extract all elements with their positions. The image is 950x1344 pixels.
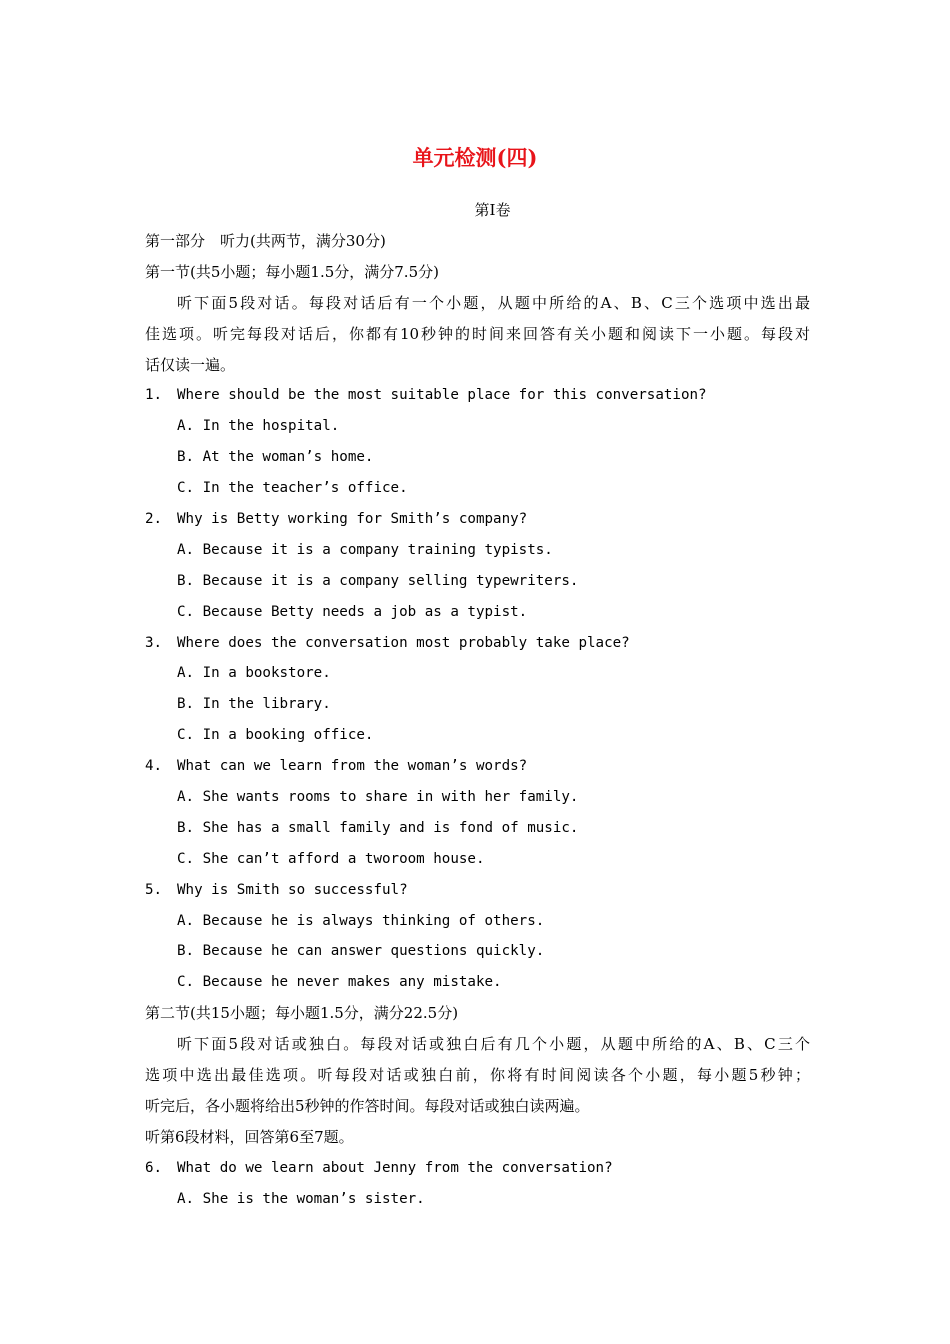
option-3a: A. In a bookstore. xyxy=(177,665,331,682)
option-2b: B. Because it is a company selling typewriters. xyxy=(177,572,579,589)
option-1a: A. In the hospital. xyxy=(177,418,340,435)
option-3c: C. In a booking office. xyxy=(177,727,374,744)
material6-heading: 听第6段材料，回答第6至7题。 xyxy=(145,1127,354,1146)
section1-instructions-line: 话仅读一遍。 xyxy=(145,355,236,374)
section2-instructions-line: 听下面5段对话或独白。每段对话或独白后有几个小题，从题中所给的A、B、C三个 xyxy=(177,1035,810,1054)
option-5b: B. Because he can answer questions quickly. xyxy=(177,943,545,960)
question-text: Why is Betty working for Smith’s company? xyxy=(177,511,528,528)
section1-heading: 第一节(共5小题；每小题1.5分，满分7.5分) xyxy=(145,262,439,281)
question-text: What can we learn from the woman’s words? xyxy=(177,758,528,775)
option-5a: A. Because he is always thinking of others. xyxy=(177,912,545,929)
question-6 xyxy=(145,1153,810,1184)
option-1c: C. In the teacher’s office. xyxy=(177,480,408,497)
document-body xyxy=(145,226,810,1215)
question-text: Why is Smith so successful? xyxy=(177,881,408,898)
section2-instructions-line: 听完后，各小题将给出5秒钟的作答时间。每段对话或独白读两遍。 xyxy=(145,1096,590,1115)
part1-heading: 第一部分 听力(共两节，满分30分) xyxy=(145,232,386,250)
section2-heading: 第二节(共15小题；每小题1.5分，满分22.5分) xyxy=(145,1004,459,1023)
question-number: 2. xyxy=(145,511,163,528)
question-4 xyxy=(145,751,810,782)
option-1b: B. At the woman’s home. xyxy=(177,449,374,466)
question-2 xyxy=(145,504,810,535)
option-4a: A. She wants rooms to share in with her family. xyxy=(177,789,579,806)
section1-instructions-line: 佳选项。听完每段对话后，你都有10秒钟的时间来回答有关小题和阅读下一小题。每段对 xyxy=(145,324,810,343)
question-text: What do we learn about Jenny from the conversation? xyxy=(177,1159,613,1176)
option-5c: C. Because he never makes any mistake. xyxy=(177,974,502,991)
option-2a: A. Because it is a company training typists. xyxy=(177,541,553,558)
question-5 xyxy=(145,875,810,906)
section2-instructions-line: 选项中选出最佳选项。听每段对话或独白前，你将有时间阅读各个小题，每小题5秒钟； xyxy=(145,1066,810,1085)
section1-instructions-line: 听下面5段对话。每段对话后有一个小题，从题中所给的A、B、C三个选项中选出最 xyxy=(177,293,810,312)
question-number: 5. xyxy=(145,881,163,898)
question-3 xyxy=(145,628,810,659)
document-title: 单元检测(四) xyxy=(412,145,538,170)
option-6a: A. She is the woman’s sister. xyxy=(177,1190,425,1207)
question-number: 6. xyxy=(145,1159,163,1176)
option-4c: C. She can’t afford a tworoom house. xyxy=(177,850,485,867)
question-1 xyxy=(145,380,810,411)
option-2c: C. Because Betty needs a job as a typist. xyxy=(177,603,528,620)
question-text: Where should be the most suitable place for this conversation? xyxy=(177,387,707,404)
question-number: 1. xyxy=(145,387,163,404)
volume-heading: 第Ⅰ卷 xyxy=(474,201,511,219)
option-4b: B. She has a small family and is fond of music. xyxy=(177,819,579,836)
question-number: 4. xyxy=(145,758,163,775)
question-text: Where does the conversation most probably take place? xyxy=(177,634,630,651)
option-3b: B. In the library. xyxy=(177,696,331,713)
question-number: 3. xyxy=(145,634,163,651)
